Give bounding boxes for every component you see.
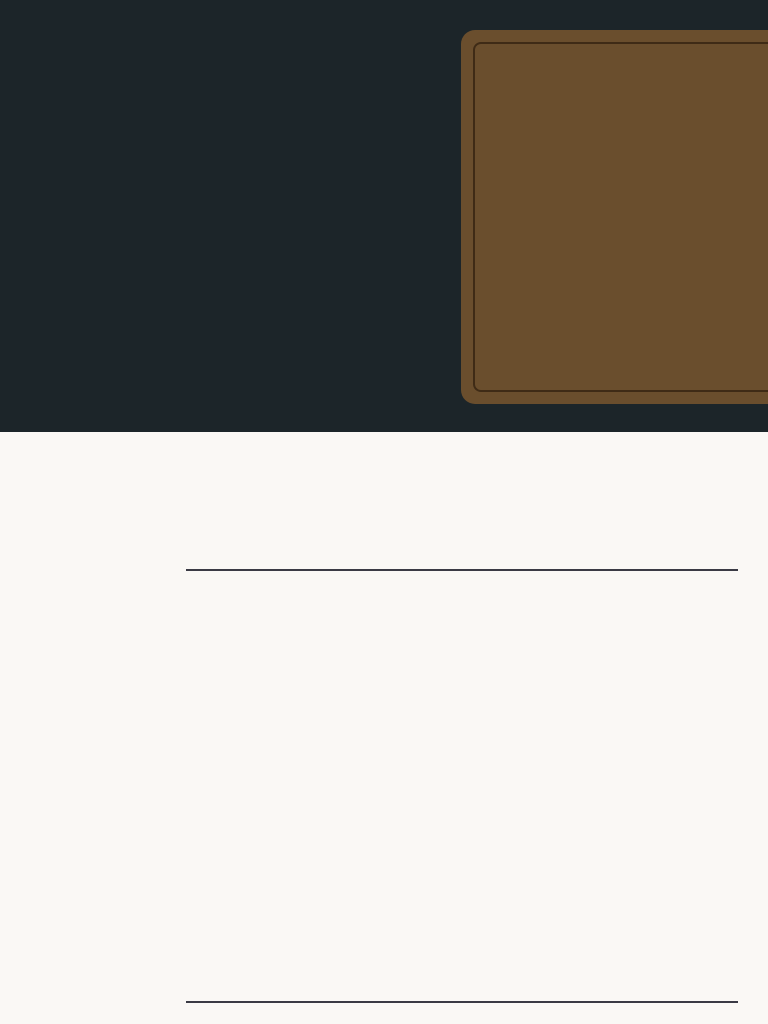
cycle-list-part-1	[59, 491, 709, 499]
content-slide	[0, 432, 768, 1024]
underline-stroke	[186, 569, 738, 571]
leaf-pattern-light	[0, 432, 768, 1024]
title-slide	[0, 0, 768, 432]
cycle-list-part-2	[59, 903, 709, 911]
group-panel-border	[473, 42, 768, 392]
underline-stroke	[186, 1001, 738, 1003]
group-panel	[461, 30, 768, 404]
